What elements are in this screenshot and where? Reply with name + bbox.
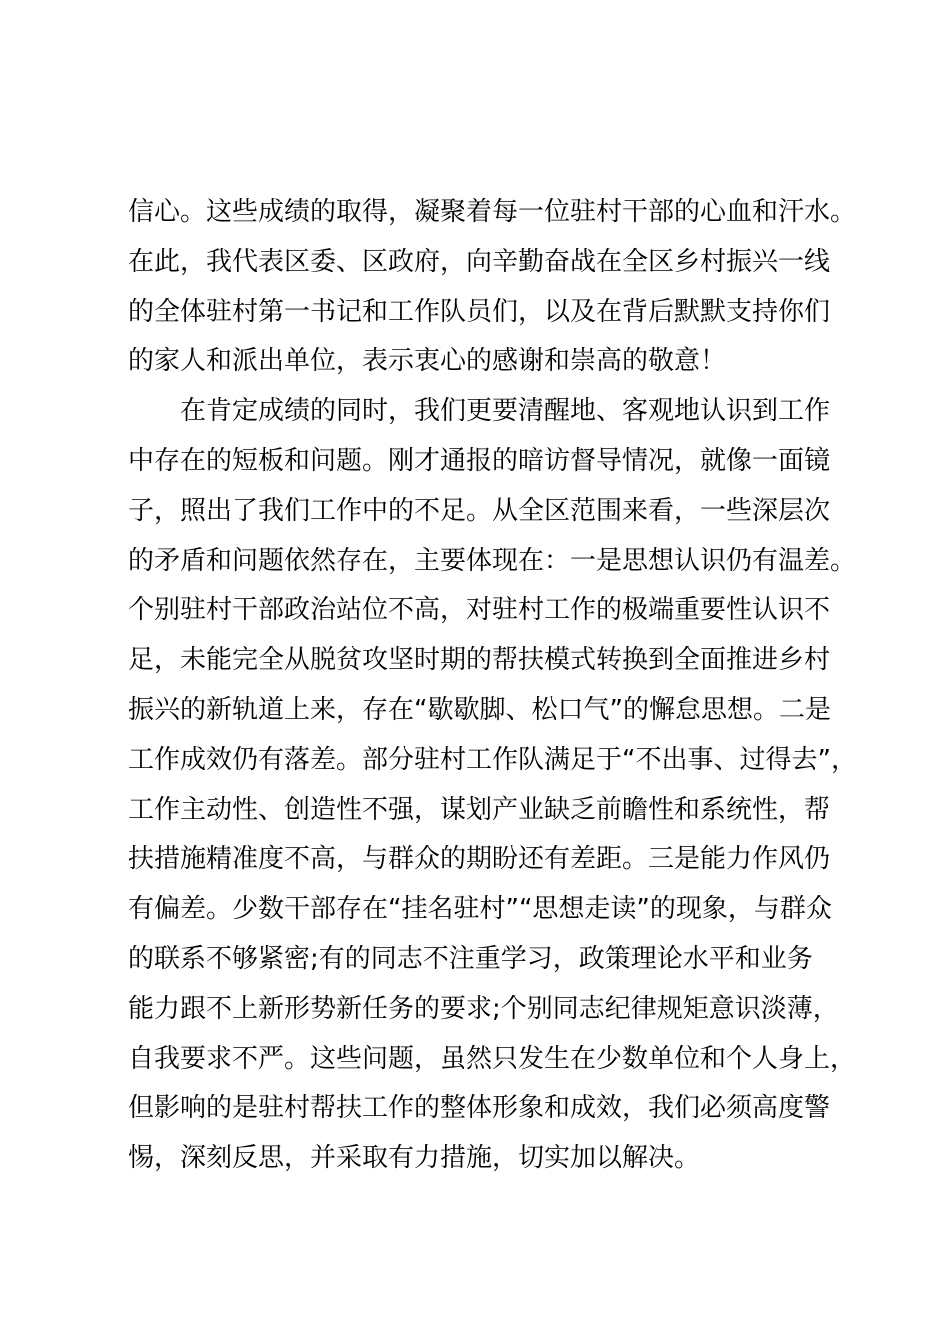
paragraph-1 <box>128 188 857 387</box>
text-line: 工作成效仍有落差。部分驻村工作队满足于“不出事、过得去”， <box>128 744 857 775</box>
text-line: 个别驻村干部政治站位不高，对驻村工作的极端重要性认识不 <box>128 595 831 626</box>
text-line: 的联系不够紧密;有的同志不注重学习，政策理论水平和业务 <box>128 943 813 974</box>
text-line: 的矛盾和问题依然存在，主要体现在：一是思想认识仍有温差。 <box>128 545 857 576</box>
text-line: 子，照出了我们工作中的不足。从全区范围来看，一些深层次 <box>128 495 831 526</box>
text-line: 足，未能完全从脱贫攻坚时期的帮扶模式转换到全面推进乡村 <box>128 645 831 676</box>
paragraph-2 <box>128 387 857 1184</box>
text-line: 在肯定成绩的同时，我们更要清醒地、客观地认识到工作 <box>180 396 831 427</box>
text-line: 振兴的新轨道上来，存在“歇歇脚、松口气”的懈怠思想。二是 <box>128 694 831 725</box>
text-line: 自我要求不严。这些问题，虽然只发生在少数单位和个人身上， <box>128 1043 857 1074</box>
text-line: 中存在的短板和问题。刚才通报的暗访督导情况，就像一面镜 <box>128 445 831 476</box>
text-line: 惕，深刻反思，并采取有力措施，切实加以解决。 <box>128 1143 701 1174</box>
text-line: 的家人和派出单位，表示衷心的感谢和崇高的敬意！ <box>128 346 727 377</box>
text-line: 的全体驻村第一书记和工作队员们，以及在背后默默支持你们 <box>128 296 831 327</box>
text-line: 扶措施精准度不高，与群众的期盼还有差距。三是能力作风仍 <box>128 844 831 875</box>
text-line: 在此，我代表区委、区政府，向辛勤奋战在全区乡村振兴一线 <box>128 246 831 277</box>
text-line: 能力跟不上新形势新任务的要求;个别同志纪律规矩意识淡薄， <box>128 993 839 1024</box>
text-line: 信心。这些成绩的取得，凝聚着每一位驻村干部的心血和汗水。 <box>128 197 857 227</box>
document-body <box>128 188 857 1184</box>
text-line: 工作主动性、创造性不强，谋划产业缺乏前瞻性和系统性，帮 <box>128 794 831 825</box>
text-line: 有偏差。少数干部存在“挂名驻村”“思想走读”的现象，与群众 <box>128 894 832 925</box>
text-line: 但影响的是驻村帮扶工作的整体形象和成效，我们必须高度警 <box>128 1093 831 1124</box>
